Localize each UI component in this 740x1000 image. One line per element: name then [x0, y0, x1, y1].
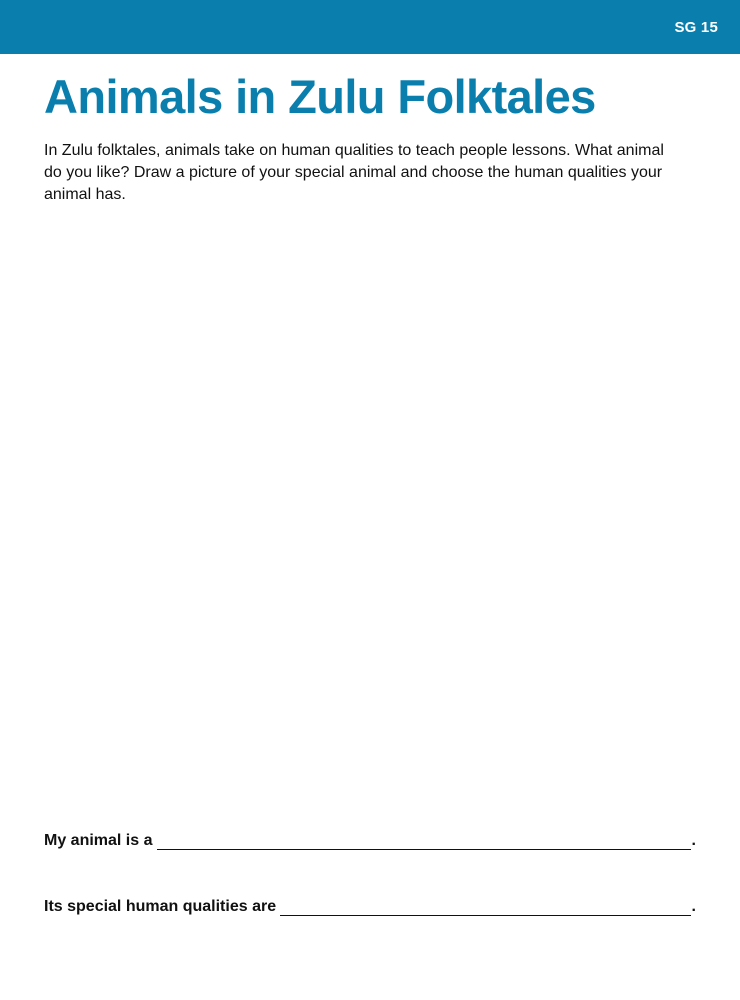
instructions-text: In Zulu folktales, animals take on human qualities to teach people lessons. What animal do you like? Draw a picture of your special animal and choose the human qualities your animal has. [44, 142, 664, 203]
page-code: SG 15 [674, 19, 718, 36]
animal-prompt-period: . [691, 832, 696, 849]
animal-prompt-label: My animal is a [44, 832, 153, 849]
animal-prompt [44, 828, 696, 850]
drawing-area[interactable] [44, 222, 696, 812]
qualities-prompt-label: Its special human qualities are [44, 898, 277, 915]
page-title: Animals in Zulu Folktales [44, 70, 596, 123]
qualities-answer-blank[interactable] [280, 899, 690, 916]
animal-answer-blank[interactable] [157, 833, 691, 850]
qualities-prompt-period: . [691, 898, 696, 915]
qualities-prompt [44, 894, 696, 916]
header-bar [0, 0, 740, 54]
